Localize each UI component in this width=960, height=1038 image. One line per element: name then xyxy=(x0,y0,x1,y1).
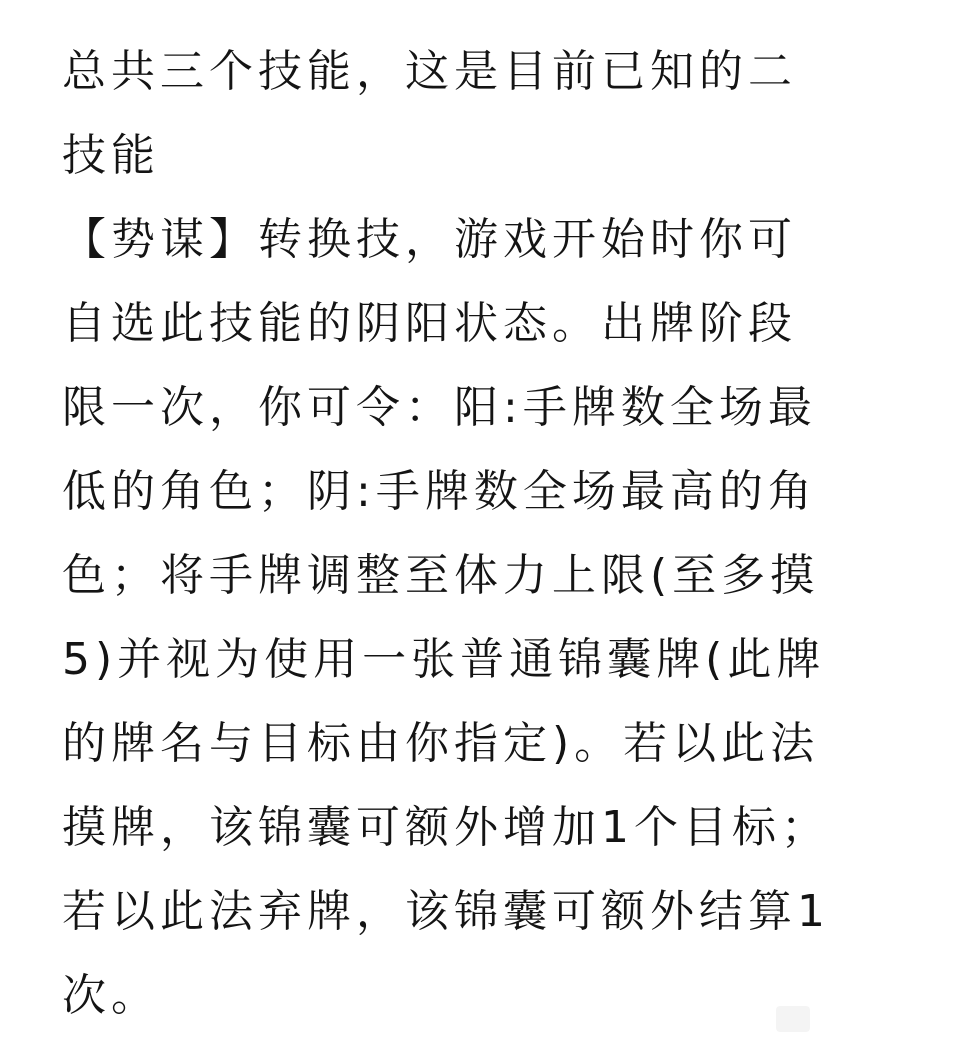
text-line: 若以此法弃牌，该锦囊可额外结算1 xyxy=(62,886,830,937)
text-line: 摸牌，该锦囊可额外增加1个目标； xyxy=(62,802,830,853)
text-line: 次。 xyxy=(62,970,160,1021)
article-body xyxy=(62,30,902,1038)
text-line: 总共三个技能，这是目前已知的二 xyxy=(62,46,797,97)
text-line: 5)并视为使用一张普通锦囊牌(此牌 xyxy=(62,634,826,685)
text-line: 色；将手牌调整至体力上限(至多摸 xyxy=(62,550,820,601)
text-line: 的牌名与目标由你指定)。若以此法 xyxy=(62,718,820,769)
faint-watermark xyxy=(776,1006,810,1032)
text-line: 技能 xyxy=(62,130,160,181)
text-line: 自选此技能的阴阳状态。出牌阶段 xyxy=(62,298,797,349)
text-line: 限一次，你可令：阳:手牌数全场最 xyxy=(62,382,817,433)
text-line: 【势谋】转换技，游戏开始时你可 xyxy=(62,214,797,265)
text-line: 低的角色；阴:手牌数全场最高的角 xyxy=(62,466,817,517)
